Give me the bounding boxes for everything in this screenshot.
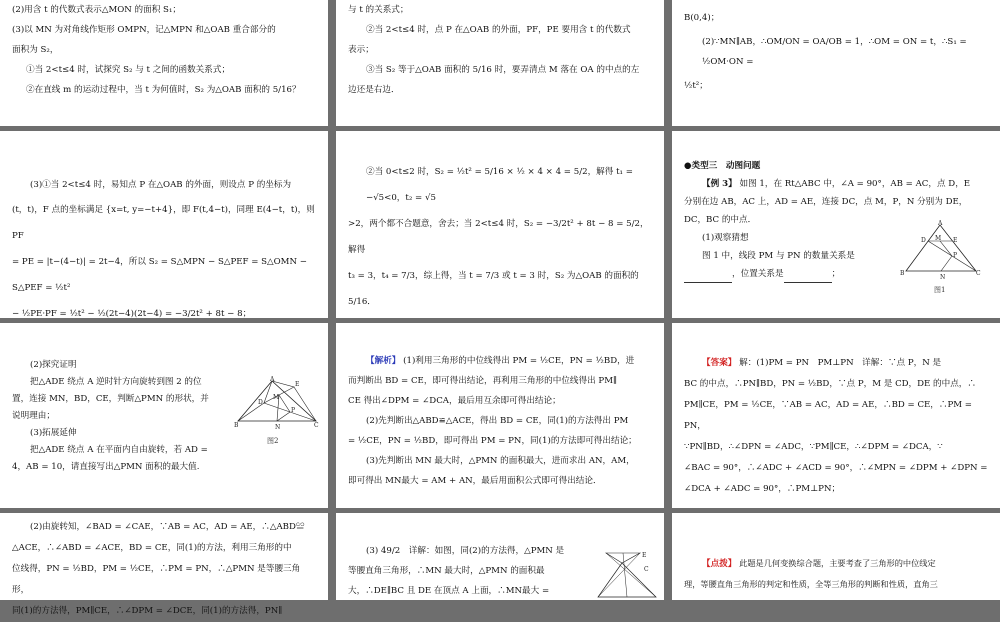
text-line: >2，两个都不合题意，舍去；当 2<t≤4 时，S₂ = −3/2t² + 8t − 8 = 5/2，解得 [348, 219, 649, 255]
text-line: 解：(1)PM = PN PM⊥PN 详解：∵点 P，N 是 [739, 358, 942, 368]
text-line: 面积为 S₂， [12, 45, 59, 55]
text-line: 边还是右边． [348, 85, 400, 95]
hint-first-line [684, 553, 988, 574]
svg-text:N: N [940, 274, 946, 281]
figure-1-caption: 图1 [934, 286, 946, 294]
figure-2-caption: 图2 [267, 437, 279, 445]
answer-blank-1[interactable] [684, 272, 732, 283]
question-title: (1)观察猜想 [702, 233, 749, 243]
text-line: (3)①当 2<t≤4 时，易知点 P 在△OAB 的外面，则设点 P 的坐标为 [30, 180, 292, 190]
figure-1 [900, 221, 980, 281]
text-line: ½t²； [684, 81, 708, 91]
text-line: 大，∴DE∥BC 且 DE 在顶点 A 上面，∴MN最大 = [348, 586, 550, 596]
text-line: (2)用含 t 的代数式表示△MON 的面积 S₁； [12, 5, 181, 15]
text-line: B(0,4)； [684, 13, 720, 23]
slide-3 [672, 0, 1000, 126]
text-line: DC，BC 的中点． [684, 215, 757, 225]
answer-label: 【答案】 [702, 358, 737, 368]
text-line: 与 t 的关系式； [348, 5, 409, 15]
svg-text:B: B [900, 270, 905, 277]
svg-text:D: D [921, 237, 926, 244]
text-line: BC 的中点，∴PN∥BD，PN = ½BD，∵点 P，M 是 CD，DE 的中点，∴ [684, 379, 976, 389]
slide-2 [336, 0, 664, 126]
answer-blank-2[interactable] [784, 272, 832, 283]
text-line: (3)拓展延伸 [30, 428, 77, 438]
text-line: △ACE，∴∠ABD = ∠ACE，BD = CE，同(1)的方法，利用三角形的中 [12, 543, 292, 553]
text-line: ∠BAC = 90°，∴∠ADC + ∠ACD = 90°，∴∠MPN = ∠DPM + ∠DPN = [684, 463, 988, 473]
text-line: ②在直线 m 的运动过程中，当 t 为何值时，S₂ 为△OAB 面积的 5/16？ [26, 85, 301, 95]
question-text-c: ； [831, 269, 841, 279]
figure-2 [234, 375, 320, 431]
text-line: − ½PE·PF = ½t² − ½(2t−4)(2t−4) = −3/2t² + 8t − 8； [12, 309, 252, 319]
analysis-label: 【解析】 [366, 356, 401, 366]
text-line: ∵PN∥BD，∴∠DPN = ∠ADC，∵PM∥CE，∴∠DPM = ∠DCA，∵ [684, 442, 943, 452]
text-line: 把△ADE 绕点 A 逆时针方向旋转到图 2 的位 [30, 377, 202, 387]
text-line: ③当 S₂ 等于△OAB 面积的 5/16 时，要弄清点 M 落在 OA 的中点的左 [366, 65, 640, 75]
text-line: (2)∵MN∥AB，∴OM/ON = OA/OB = 1，∴OM = ON = t，∴S₁ = ½OM·ON = [702, 37, 967, 67]
answer-first-line [684, 353, 988, 374]
text-line: (2)由旋转知，∠BAD = ∠CAE，∵AB = AC，AD = AE，∴△ABD≌ [30, 522, 305, 532]
text-line: CE 得出∠DPM = ∠DCA，最后用互余即可得出结论； [348, 396, 561, 406]
svg-text:E: E [953, 237, 958, 244]
slide-6 [672, 131, 1000, 318]
text-line: ∠DCA + ∠ADC = 90°，∴PM⊥PN； [684, 484, 841, 494]
hint-label: 【点拨】 [702, 559, 737, 569]
text-line: PM∥CE，PM = ½CE，∵AB = AC，AD = AE，∴BD = CE，∴PM = PN， [684, 400, 973, 431]
svg-text:C: C [976, 270, 981, 277]
text-line: t₃ = 3，t₄ = 7/3，综上得，当 t = 7/3 或 t = 3 时，S₂ 为△OAB 的面积的 5/16． [348, 271, 639, 307]
text-line: 而判断出 BD = CE，即可得出结论，再利用三角形的中位线得出 PM∥ [348, 376, 617, 386]
svg-text:C: C [644, 566, 649, 573]
text-line: 等腰直角三角形，∴MN 最大时，△PMN 的面积最 [348, 566, 545, 576]
svg-text:P: P [953, 252, 958, 259]
text-line: ②当 0<t≤2 时，S₂ = ½t² = 5/16 × ½ × 4 × 4 = 5/2，解得 t₁ = −√5<0，t₂ = √5 [366, 167, 633, 203]
slide-8 [336, 323, 664, 508]
svg-text:C: C [314, 422, 319, 429]
svg-text:A: A [270, 376, 275, 383]
svg-text:B: B [234, 422, 239, 429]
slide-9 [672, 323, 1000, 508]
svg-text:M: M [935, 235, 942, 242]
text-line: (1)利用三角形的中位线得出 PM = ½CE，PN = ½BD，进 [403, 356, 635, 366]
text-line: (3)以 MN 为对角线作矩形 OMPN，记△MPN 和△OAB 重合部分的 [12, 25, 276, 35]
text-line: 说明理由； [12, 411, 55, 421]
text-line: 位线得，PN = ½BD，PM = ½CE，∴PM = PN，∴△PMN 是等腰三角形， [12, 564, 301, 595]
slide-7 [0, 323, 328, 508]
text-line: = PE = |t−(4−t)| = 2t−4，所以 S₂ = S△MPN − S△PEF = S△OMN − S△PEF = ½t² [12, 257, 307, 293]
text-line: 同(1)的方法得，PM∥CE，∴∠DPM = ∠DCE，同(1)的方法得，PN∥ [12, 606, 283, 616]
figure-3 [592, 549, 662, 599]
slide-4 [0, 131, 328, 318]
text-line: 置，连接 MN，BD，CE，判断△PMN 的形状，并 [12, 394, 209, 404]
text-line: (t，t)，F 点的坐标满足 {x=t, y=−t+4}，即 F(t,4−t)，同理 E(4−t，t)，则 PF [12, 205, 315, 241]
question-text [684, 247, 897, 265]
text-line: (2)先判断出△ABD≌△ACE，得出 BD = CE，同(1)的方法得出 PM [366, 416, 629, 426]
slide-5 [336, 131, 664, 318]
text-line: 4，AB = 10，请直接写出△PMN 面积的最大值. [12, 462, 200, 472]
text-line: (2)探究证明 [30, 360, 77, 370]
text-line: 理，等腰直角三角形的判定和性质，全等三角形的判断和性质，直角三 [684, 579, 938, 589]
text-line: (3) 49/2 详解：如图，同(2)的方法得，△PMN 是 [366, 546, 565, 556]
svg-text:M: M [273, 394, 280, 401]
analysis-first-line [348, 351, 652, 371]
example-paragraph [684, 175, 988, 193]
section-heading: ●类型三 动图问题 [684, 161, 761, 171]
slide-11 [336, 513, 664, 600]
svg-text:N: N [275, 424, 281, 431]
slide-10 [0, 513, 328, 616]
slide-12 [672, 513, 1000, 600]
svg-text:E: E [295, 381, 300, 388]
text-line: 即可得出 MN最大 = AM + AN，最后用面积公式即可得出结论． [348, 476, 602, 486]
text-line: 把△ADE 绕点 A 在平面内自由旋转，若 AD = [30, 445, 208, 455]
svg-text:E: E [642, 552, 647, 559]
example-label: 【例 3】 [702, 179, 737, 189]
text-line: 如图 1，在 Rt△ABC 中，∠A = 90°，AB = AC，点 D，E [739, 179, 971, 189]
text-line: 表示； [348, 45, 374, 55]
text-line: 分别在边 AB，AC 上，AD = AE，连接 DC，点 M，P，N 分别为 DE， [684, 197, 968, 207]
text-line: ②当 2<t≤4 时，点 P 在△OAB 的外面，PF，PE 要用含 t 的代数式 [366, 25, 631, 35]
svg-text:P: P [291, 407, 296, 414]
svg-text:D: D [258, 399, 263, 406]
svg-text:A: A [938, 220, 943, 227]
text-line: ①当 2<t≤4 时，试探究 S₂ 与 t 之间的函数关系式； [26, 65, 231, 75]
text-line: = ½CE，PN = ½BD，即可得出 PM = PN，同(1)的方法即可得出结论； [348, 436, 637, 446]
question-blanks [684, 265, 884, 283]
question-text-a: 图 1 中，线段 PM 与 PN 的数量关系是 [702, 251, 855, 261]
slide-1 [0, 0, 328, 126]
text-line: (3)先判断出 MN 最大时，△PMN 的面积最大，进而求出 AN，AM， [366, 456, 635, 466]
question-text-b: ，位置关系是 [732, 269, 784, 279]
text-line: 此题是几何变换综合题，主要考查了三角形的中位线定 [739, 558, 936, 568]
